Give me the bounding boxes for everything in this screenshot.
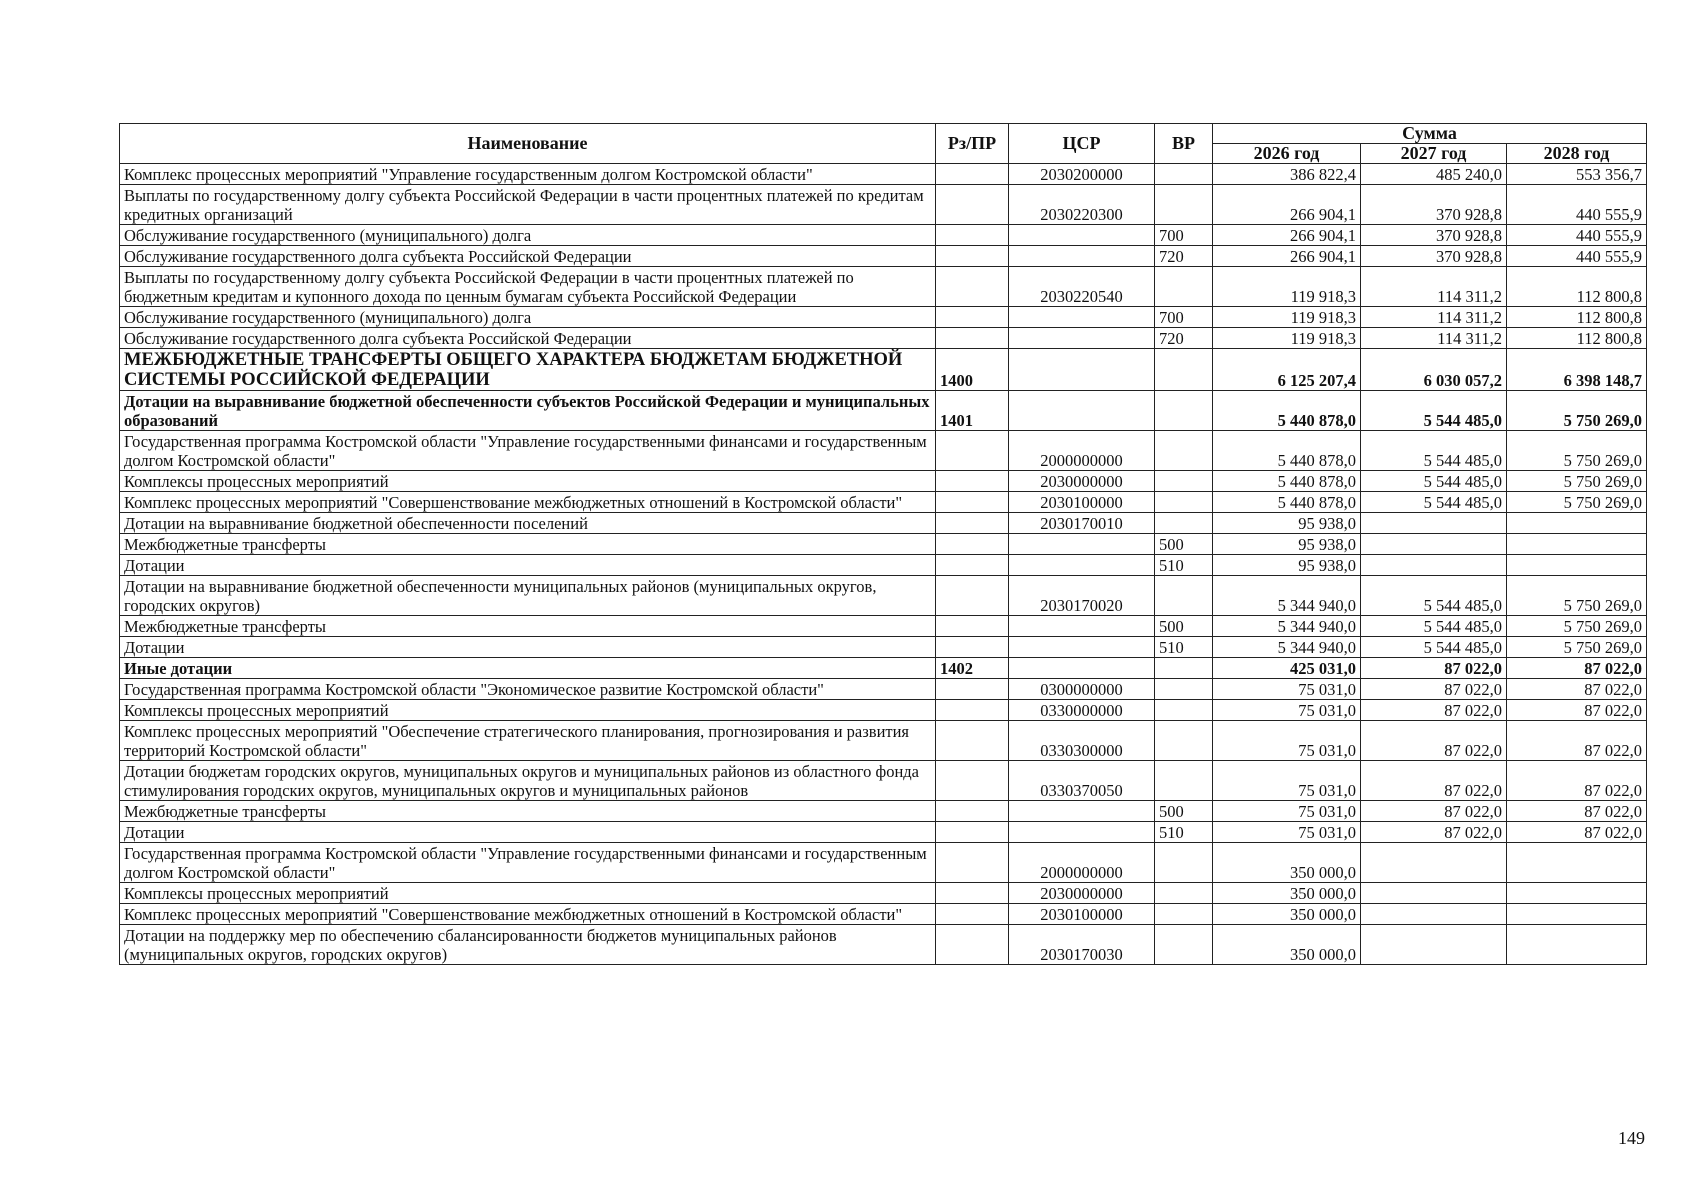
row-amount-2027: 87 022,0	[1361, 822, 1507, 843]
row-name: Межбюджетные трансферты	[120, 616, 936, 637]
table-row	[120, 349, 1647, 391]
row-csr: 2030100000	[1009, 904, 1155, 925]
row-name: Государственная программа Костромской области "Экономическое развитие Костромской области"	[120, 679, 936, 700]
row-amount-2026: 75 031,0	[1213, 801, 1361, 822]
row-name: Обслуживание государственного долга субъекта Российской Федерации	[120, 246, 936, 267]
row-rz-pr	[936, 328, 1009, 349]
row-amount-2026: 5 440 878,0	[1213, 471, 1361, 492]
row-name: Выплаты по государственному долгу субъекта Российской Федерации в части процентных платежей по кредитам кредитных организаций	[120, 185, 936, 225]
table-body	[120, 164, 1647, 965]
row-csr	[1009, 658, 1155, 679]
row-amount-2028: 87 022,0	[1507, 658, 1647, 679]
row-amount-2028	[1507, 925, 1647, 965]
table-row	[120, 822, 1647, 843]
row-amount-2027: 370 928,8	[1361, 185, 1507, 225]
row-name: Обслуживание государственного (муниципального) долга	[120, 307, 936, 328]
row-vr	[1155, 904, 1213, 925]
row-name: Выплаты по государственному долгу субъекта Российской Федерации в части процентных платежей по бюджетным кредитам и купонного дохода по ценным бумагам субъекта Российской Федерации	[120, 267, 936, 307]
row-amount-2027: 5 544 485,0	[1361, 637, 1507, 658]
row-amount-2027	[1361, 843, 1507, 883]
table-row	[120, 555, 1647, 576]
row-amount-2026: 75 031,0	[1213, 721, 1361, 761]
row-amount-2028: 87 022,0	[1507, 679, 1647, 700]
row-vr	[1155, 761, 1213, 801]
row-amount-2028: 87 022,0	[1507, 801, 1647, 822]
row-amount-2028: 440 555,9	[1507, 246, 1647, 267]
row-amount-2027: 87 022,0	[1361, 761, 1507, 801]
row-name: Межбюджетные трансферты	[120, 801, 936, 822]
row-amount-2026: 75 031,0	[1213, 700, 1361, 721]
header-rz-pr: Рз/ПР	[936, 124, 1009, 164]
row-amount-2026: 350 000,0	[1213, 904, 1361, 925]
row-amount-2027: 114 311,2	[1361, 307, 1507, 328]
row-amount-2027: 5 544 485,0	[1361, 471, 1507, 492]
row-amount-2026: 5 344 940,0	[1213, 637, 1361, 658]
row-vr	[1155, 658, 1213, 679]
row-vr	[1155, 883, 1213, 904]
table-row	[120, 700, 1647, 721]
row-name: Комплекс процессных мероприятий "Управление государственным долгом Костромской области"	[120, 164, 936, 185]
row-rz-pr	[936, 431, 1009, 471]
row-name: Комплексы процессных мероприятий	[120, 883, 936, 904]
row-rz-pr	[936, 164, 1009, 185]
row-csr	[1009, 822, 1155, 843]
row-amount-2026: 75 031,0	[1213, 822, 1361, 843]
row-csr	[1009, 555, 1155, 576]
table-row	[120, 513, 1647, 534]
row-vr: 500	[1155, 616, 1213, 637]
row-amount-2028: 112 800,8	[1507, 307, 1647, 328]
row-vr: 510	[1155, 822, 1213, 843]
row-name: Дотации	[120, 637, 936, 658]
row-rz-pr	[936, 925, 1009, 965]
table-row	[120, 534, 1647, 555]
table-row	[120, 721, 1647, 761]
row-vr	[1155, 471, 1213, 492]
row-amount-2026: 350 000,0	[1213, 925, 1361, 965]
row-csr: 2030220300	[1009, 185, 1155, 225]
row-rz-pr	[936, 492, 1009, 513]
row-csr	[1009, 349, 1155, 391]
table-row	[120, 658, 1647, 679]
row-amount-2027: 5 544 485,0	[1361, 391, 1507, 431]
row-vr	[1155, 267, 1213, 307]
row-amount-2027: 87 022,0	[1361, 721, 1507, 761]
row-csr	[1009, 328, 1155, 349]
row-csr	[1009, 637, 1155, 658]
row-csr: 2030000000	[1009, 883, 1155, 904]
row-amount-2027: 5 544 485,0	[1361, 616, 1507, 637]
row-amount-2028: 6 398 148,7	[1507, 349, 1647, 391]
table-row	[120, 637, 1647, 658]
row-amount-2027	[1361, 904, 1507, 925]
row-csr	[1009, 534, 1155, 555]
row-vr	[1155, 391, 1213, 431]
row-name: Обслуживание государственного (муниципального) долга	[120, 225, 936, 246]
row-amount-2027: 370 928,8	[1361, 246, 1507, 267]
row-vr	[1155, 164, 1213, 185]
header-name: Наименование	[120, 124, 936, 164]
row-amount-2028: 87 022,0	[1507, 822, 1647, 843]
row-name: Обслуживание государственного долга субъекта Российской Федерации	[120, 328, 936, 349]
row-rz-pr: 1402	[936, 658, 1009, 679]
row-amount-2028: 5 750 269,0	[1507, 391, 1647, 431]
row-csr: 0330300000	[1009, 721, 1155, 761]
table-header	[120, 124, 1647, 164]
row-rz-pr	[936, 616, 1009, 637]
row-amount-2026: 425 031,0	[1213, 658, 1361, 679]
row-amount-2026: 5 344 940,0	[1213, 616, 1361, 637]
row-name: Комплекс процессных мероприятий "Обеспечение стратегического планирования, прогнозирования и развития территорий Костромской области"	[120, 721, 936, 761]
row-amount-2026: 119 918,3	[1213, 307, 1361, 328]
row-amount-2026: 266 904,1	[1213, 225, 1361, 246]
header-csr: ЦСР	[1009, 124, 1155, 164]
row-amount-2027: 370 928,8	[1361, 225, 1507, 246]
row-amount-2027: 87 022,0	[1361, 658, 1507, 679]
row-vr: 700	[1155, 225, 1213, 246]
row-amount-2026: 266 904,1	[1213, 185, 1361, 225]
header-year-2028: 2028 год	[1507, 144, 1647, 164]
row-amount-2026: 5 440 878,0	[1213, 431, 1361, 471]
row-amount-2028: 87 022,0	[1507, 761, 1647, 801]
row-rz-pr	[936, 822, 1009, 843]
row-vr: 500	[1155, 534, 1213, 555]
row-amount-2028: 87 022,0	[1507, 700, 1647, 721]
row-vr: 500	[1155, 801, 1213, 822]
row-csr	[1009, 616, 1155, 637]
row-rz-pr	[936, 576, 1009, 616]
row-vr	[1155, 925, 1213, 965]
row-name: Государственная программа Костромской области "Управление государственными финансами и государственным долгом Костромской области"	[120, 843, 936, 883]
row-amount-2027	[1361, 513, 1507, 534]
table-row	[120, 391, 1647, 431]
row-amount-2028: 5 750 269,0	[1507, 492, 1647, 513]
row-vr: 510	[1155, 637, 1213, 658]
row-amount-2028: 440 555,9	[1507, 185, 1647, 225]
row-vr	[1155, 679, 1213, 700]
row-csr: 2030170030	[1009, 925, 1155, 965]
row-name: МЕЖБЮДЖЕТНЫЕ ТРАНСФЕРТЫ ОБЩЕГО ХАРАКТЕРА БЮДЖЕТАМ БЮДЖЕТНОЙ СИСТЕМЫ РОССИЙСКОЙ ФЕДЕРАЦИИ	[120, 349, 936, 391]
row-vr	[1155, 721, 1213, 761]
row-name: Комплексы процессных мероприятий	[120, 471, 936, 492]
row-rz-pr	[936, 843, 1009, 883]
row-vr: 720	[1155, 246, 1213, 267]
table-row	[120, 616, 1647, 637]
row-csr: 2000000000	[1009, 431, 1155, 471]
row-csr: 2030000000	[1009, 471, 1155, 492]
row-amount-2028: 112 800,8	[1507, 328, 1647, 349]
row-rz-pr: 1401	[936, 391, 1009, 431]
table-row	[120, 679, 1647, 700]
table-row	[120, 471, 1647, 492]
row-rz-pr: 1400	[936, 349, 1009, 391]
row-csr: 2030170010	[1009, 513, 1155, 534]
row-name: Комплексы процессных мероприятий	[120, 700, 936, 721]
row-amount-2028: 440 555,9	[1507, 225, 1647, 246]
row-name: Дотации на поддержку мер по обеспечению сбалансированности бюджетов муниципальных районов (муниципальных округов, городских округов)	[120, 925, 936, 965]
header-sum: Сумма	[1213, 124, 1647, 144]
table-row	[120, 843, 1647, 883]
table-row	[120, 925, 1647, 965]
row-amount-2026: 119 918,3	[1213, 267, 1361, 307]
row-amount-2027	[1361, 555, 1507, 576]
row-amount-2027: 5 544 485,0	[1361, 492, 1507, 513]
row-rz-pr	[936, 534, 1009, 555]
row-amount-2026: 386 822,4	[1213, 164, 1361, 185]
table-row	[120, 267, 1647, 307]
row-name: Иные дотации	[120, 658, 936, 679]
row-rz-pr	[936, 471, 1009, 492]
row-rz-pr	[936, 679, 1009, 700]
row-vr: 700	[1155, 307, 1213, 328]
row-csr: 0330370050	[1009, 761, 1155, 801]
row-amount-2028	[1507, 513, 1647, 534]
row-csr: 2030100000	[1009, 492, 1155, 513]
row-name: Дотации на выравнивание бюджетной обеспеченности поселений	[120, 513, 936, 534]
table-row	[120, 431, 1647, 471]
row-rz-pr	[936, 307, 1009, 328]
row-csr	[1009, 801, 1155, 822]
row-rz-pr	[936, 721, 1009, 761]
row-vr	[1155, 185, 1213, 225]
row-amount-2026: 5 440 878,0	[1213, 391, 1361, 431]
row-amount-2027	[1361, 925, 1507, 965]
row-amount-2028	[1507, 883, 1647, 904]
row-name: Дотации на выравнивание бюджетной обеспеченности муниципальных районов (муниципальных округов, городских округов)	[120, 576, 936, 616]
row-amount-2026: 350 000,0	[1213, 883, 1361, 904]
row-amount-2026: 75 031,0	[1213, 679, 1361, 700]
row-name: Комплекс процессных мероприятий "Совершенствование межбюджетных отношений в Костромской области"	[120, 492, 936, 513]
row-amount-2026: 95 938,0	[1213, 555, 1361, 576]
row-name: Дотации	[120, 822, 936, 843]
row-csr: 2000000000	[1009, 843, 1155, 883]
budget-sheet	[119, 123, 1646, 965]
row-amount-2028: 112 800,8	[1507, 267, 1647, 307]
budget-table	[119, 123, 1647, 965]
row-csr	[1009, 225, 1155, 246]
table-row	[120, 185, 1647, 225]
row-amount-2027: 5 544 485,0	[1361, 431, 1507, 471]
row-vr: 510	[1155, 555, 1213, 576]
row-amount-2026: 266 904,1	[1213, 246, 1361, 267]
row-csr: 0330000000	[1009, 700, 1155, 721]
row-amount-2028	[1507, 534, 1647, 555]
row-csr: 2030200000	[1009, 164, 1155, 185]
row-rz-pr	[936, 267, 1009, 307]
row-amount-2026: 6 125 207,4	[1213, 349, 1361, 391]
row-amount-2027: 87 022,0	[1361, 679, 1507, 700]
row-amount-2026: 75 031,0	[1213, 761, 1361, 801]
row-rz-pr	[936, 513, 1009, 534]
page-number: 149	[1618, 1128, 1645, 1148]
row-rz-pr	[936, 637, 1009, 658]
row-name: Дотации	[120, 555, 936, 576]
row-rz-pr	[936, 883, 1009, 904]
table-row	[120, 246, 1647, 267]
row-amount-2028	[1507, 555, 1647, 576]
row-amount-2027: 5 544 485,0	[1361, 576, 1507, 616]
row-amount-2028: 87 022,0	[1507, 721, 1647, 761]
table-row	[120, 164, 1647, 185]
row-csr: 2030220540	[1009, 267, 1155, 307]
row-amount-2027	[1361, 883, 1507, 904]
row-vr	[1155, 843, 1213, 883]
row-rz-pr	[936, 225, 1009, 246]
row-amount-2027	[1361, 534, 1507, 555]
row-amount-2028: 553 356,7	[1507, 164, 1647, 185]
row-csr: 0300000000	[1009, 679, 1155, 700]
row-vr	[1155, 349, 1213, 391]
row-csr	[1009, 391, 1155, 431]
table-row	[120, 576, 1647, 616]
row-csr	[1009, 307, 1155, 328]
row-vr	[1155, 513, 1213, 534]
table-row	[120, 307, 1647, 328]
row-rz-pr	[936, 246, 1009, 267]
row-amount-2027: 114 311,2	[1361, 267, 1507, 307]
row-name: Государственная программа Костромской области "Управление государственными финансами и государственным долгом Костромской области"	[120, 431, 936, 471]
row-amount-2026: 95 938,0	[1213, 513, 1361, 534]
table-row	[120, 761, 1647, 801]
row-amount-2026: 119 918,3	[1213, 328, 1361, 349]
table-row	[120, 904, 1647, 925]
row-rz-pr	[936, 555, 1009, 576]
row-amount-2026: 350 000,0	[1213, 843, 1361, 883]
row-csr	[1009, 246, 1155, 267]
table-row	[120, 492, 1647, 513]
row-amount-2028	[1507, 904, 1647, 925]
row-amount-2026: 5 440 878,0	[1213, 492, 1361, 513]
row-amount-2026: 95 938,0	[1213, 534, 1361, 555]
row-amount-2028: 5 750 269,0	[1507, 471, 1647, 492]
table-row	[120, 328, 1647, 349]
table-row	[120, 883, 1647, 904]
row-rz-pr	[936, 761, 1009, 801]
row-vr: 720	[1155, 328, 1213, 349]
row-rz-pr	[936, 904, 1009, 925]
row-amount-2027: 6 030 057,2	[1361, 349, 1507, 391]
row-rz-pr	[936, 185, 1009, 225]
row-amount-2028	[1507, 843, 1647, 883]
row-amount-2028: 5 750 269,0	[1507, 616, 1647, 637]
row-name: Дотации бюджетам городских округов, муниципальных округов и муниципальных районов из областного фонда стимулирования городских округов, муниципальных округов и муниципальных районов	[120, 761, 936, 801]
row-vr	[1155, 576, 1213, 616]
header-year-2027: 2027 год	[1361, 144, 1507, 164]
row-name: Межбюджетные трансферты	[120, 534, 936, 555]
row-amount-2027: 87 022,0	[1361, 801, 1507, 822]
row-amount-2028: 5 750 269,0	[1507, 637, 1647, 658]
row-vr	[1155, 431, 1213, 471]
row-amount-2027: 485 240,0	[1361, 164, 1507, 185]
table-row	[120, 225, 1647, 246]
row-rz-pr	[936, 801, 1009, 822]
row-name: Комплекс процессных мероприятий "Совершенствование межбюджетных отношений в Костромской области"	[120, 904, 936, 925]
row-amount-2026: 5 344 940,0	[1213, 576, 1361, 616]
row-rz-pr	[936, 700, 1009, 721]
row-vr	[1155, 492, 1213, 513]
row-amount-2027: 114 311,2	[1361, 328, 1507, 349]
row-name: Дотации на выравнивание бюджетной обеспеченности субъектов Российской Федерации и муниципальных образований	[120, 391, 936, 431]
header-year-2026: 2026 год	[1213, 144, 1361, 164]
row-vr	[1155, 700, 1213, 721]
row-amount-2028: 5 750 269,0	[1507, 576, 1647, 616]
row-csr: 2030170020	[1009, 576, 1155, 616]
table-row	[120, 801, 1647, 822]
row-amount-2028: 5 750 269,0	[1507, 431, 1647, 471]
row-amount-2027: 87 022,0	[1361, 700, 1507, 721]
header-vr: ВР	[1155, 124, 1213, 164]
